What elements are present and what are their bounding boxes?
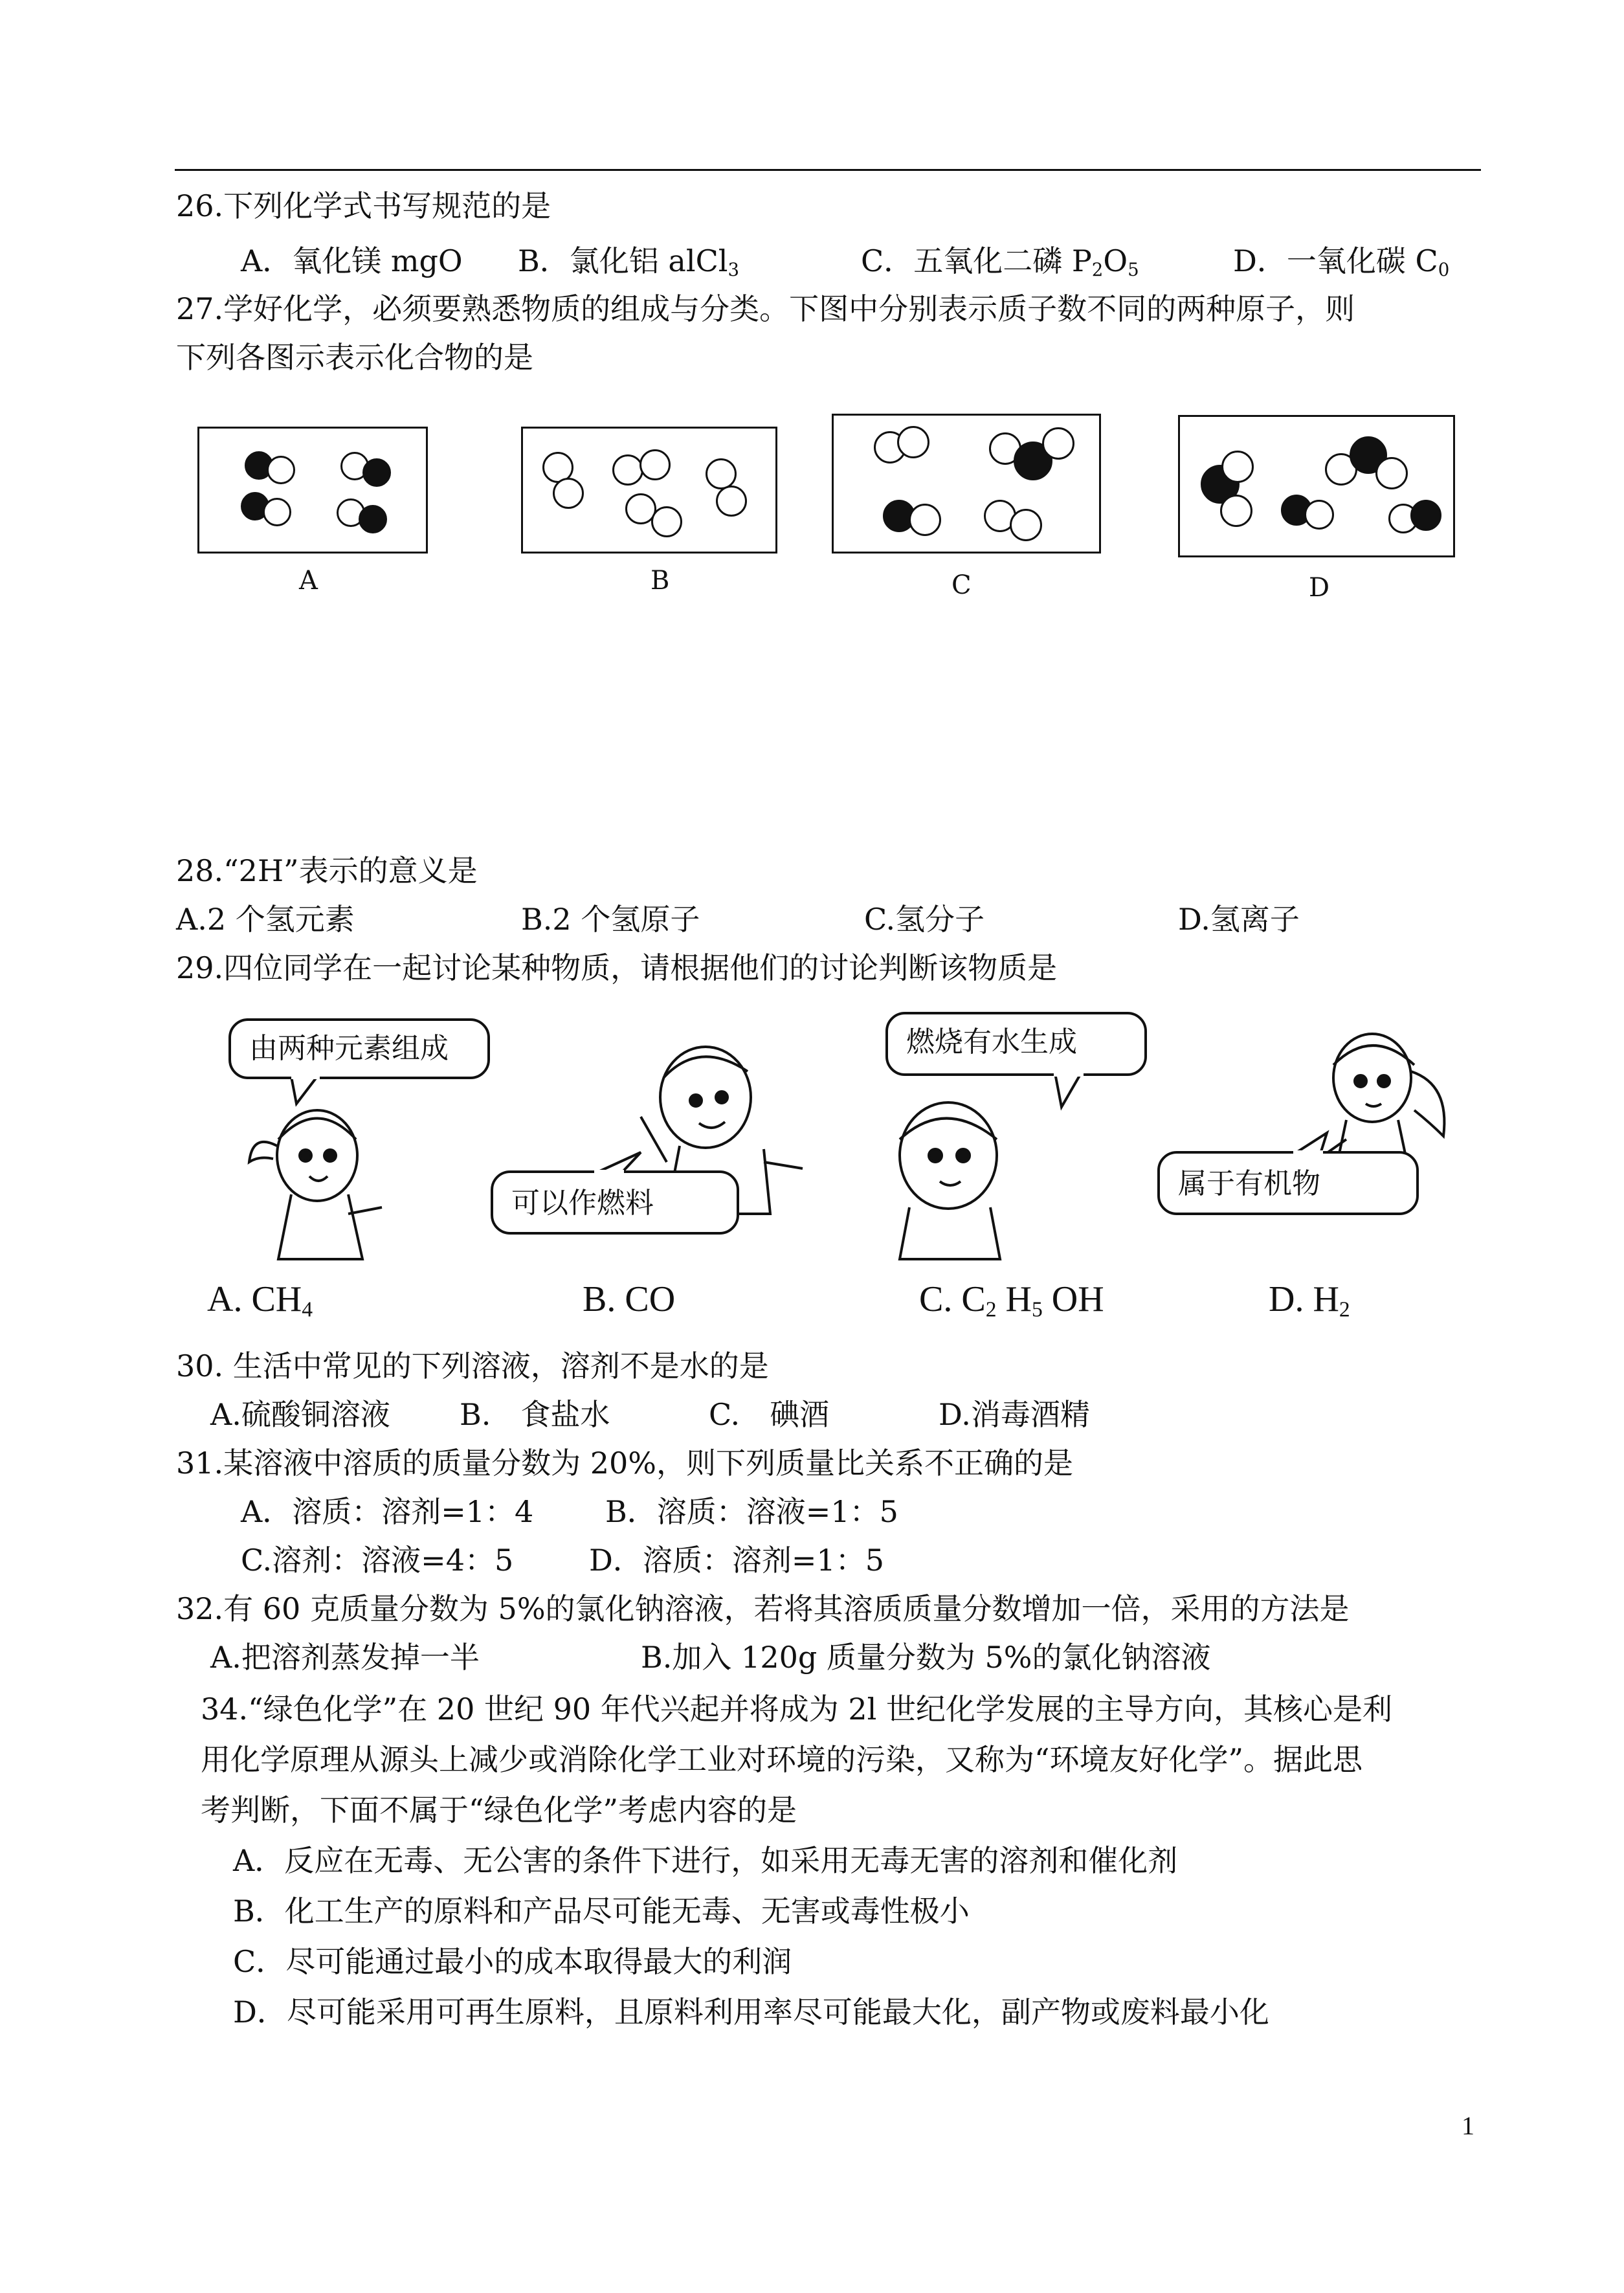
atom-white <box>1221 451 1254 483</box>
q26-option-a: A．氧化镁 mgO <box>241 243 463 278</box>
atom-white <box>612 454 643 486</box>
q29-option-b: B. CO <box>583 1279 676 1319</box>
q29-option-c: C. $C_2$ $H_5$ OH <box>919 1279 1104 1322</box>
atom-white <box>897 426 929 458</box>
q31-option-a: A．溶质：溶剂=1：4 <box>241 1494 534 1529</box>
q26-option-c: C．五氧化二磷 $P_2O_5$ <box>861 243 1139 280</box>
q28-option-c: C.氢分子 <box>864 902 985 937</box>
atom-white <box>553 478 584 509</box>
q26-stem: 26.下列化学式书写规范的是 <box>176 188 551 223</box>
q30-option-d: D.消毒酒精 <box>939 1397 1090 1432</box>
bubble-4-text: 属于有机物 <box>1178 1167 1320 1200</box>
q27-stem-line2: 下列各图示表示化合物的是 <box>176 340 533 375</box>
q27-diagram-b <box>521 427 777 554</box>
atom-white <box>909 504 941 536</box>
q29-option-d: D. $H_2$ <box>1269 1279 1350 1322</box>
q28-option-b: B.2 个氢原子 <box>521 902 700 937</box>
bubble-3-text: 燃烧有水生成 <box>906 1025 1077 1058</box>
q26-option-b: B．氯化铝 alCl$_3$ <box>518 243 740 280</box>
q34-option-d: D．尽可能采用可再生原料，且原料利用率尽可能最大化，副产物或废料最小化 <box>233 1995 1269 2030</box>
atom-white <box>1010 509 1042 541</box>
atom-black <box>359 505 387 533</box>
q32-stem: 32.有 60 克质量分数为 5%的氯化钠溶液，若将其溶质质量分数增加一倍，采用的方法是 <box>176 1591 1350 1626</box>
q31-option-c: C.溶剂：溶液=4：5 <box>241 1543 514 1578</box>
atom-white <box>263 498 291 526</box>
girl-1-figure <box>249 1110 382 1259</box>
q32-option-b: B.加入 120g 质量分数为 5%的氯化钠溶液 <box>641 1640 1211 1675</box>
q27-diagram-d <box>1178 415 1455 557</box>
atom-white <box>1304 500 1334 530</box>
q27-label-b: B <box>651 566 670 596</box>
q29-stem: 29.四位同学在一起讨论某种物质，请根据他们的讨论判断该物质是 <box>176 950 1058 985</box>
q28-stem: 28.“2H”表示的意义是 <box>176 853 478 888</box>
q26-option-d: D．一氧化碳 $C_0$ <box>1233 243 1450 280</box>
q34-stem-line3: 考判断，下面不属于“绿色化学”考虑内容的是 <box>201 1793 797 1828</box>
q29-option-a: A. $CH_4$ <box>207 1279 313 1322</box>
q34-option-b: B．化工生产的原料和产品尽可能无毒、无害或毒性极小 <box>233 1894 970 1929</box>
q27-stem-line1: 27.学好化学，必须要熟悉物质的组成与分类。下图中分别表示质子数不同的两种原子，则 <box>176 291 1355 326</box>
q34-option-a: A．反应在无毒、无公害的条件下进行，如采用无毒无害的溶剂和催化剂 <box>233 1843 1178 1878</box>
header-rule <box>175 169 1481 171</box>
atom-white <box>1220 495 1252 527</box>
q27-diagram-c <box>832 414 1101 554</box>
atom-black <box>1410 500 1441 531</box>
atom-white <box>640 449 671 480</box>
atom-white <box>1375 457 1408 489</box>
bubble-2-text: 可以作燃料 <box>511 1187 654 1220</box>
q28-option-a: A.2 个氢元素 <box>176 902 355 937</box>
q27-diagram-a <box>197 427 428 554</box>
atom-white <box>267 456 295 484</box>
boy-2-figure <box>900 1102 1000 1259</box>
page-number: 1 <box>1462 2111 1474 2140</box>
atom-white <box>716 486 747 517</box>
q30-option-b: B. 食盐水 <box>460 1397 610 1432</box>
q30-stem: 30. 生活中常见的下列溶液，溶剂不是水的是 <box>176 1348 769 1383</box>
q31-stem: 31.某溶液中溶质的质量分数为 20%，则下列质量比关系不正确的是 <box>176 1446 1074 1481</box>
q28-option-d: D.氢离子 <box>1178 902 1300 937</box>
atom-black <box>362 458 391 487</box>
q34-stem-line1: 34.“绿色化学”在 20 世纪 90 年代兴起并将成为 2l 世纪化学发展的主导方向，其核心是利 <box>201 1692 1392 1727</box>
q27-label-c: C <box>951 570 972 600</box>
q27-label-d: D <box>1309 573 1330 603</box>
q30-option-c: C. 碘酒 <box>709 1397 830 1432</box>
atom-white <box>1042 427 1074 460</box>
q27-label-a: A <box>299 566 318 596</box>
q30-option-a: A.硫酸铜溶液 <box>210 1397 390 1432</box>
q32-option-a: A.把溶剂蒸发掉一半 <box>210 1640 480 1675</box>
q34-option-c: C．尽可能通过最小的成本取得最大的利润 <box>233 1944 792 1979</box>
q31-option-b: B．溶质：溶液=1：5 <box>605 1494 898 1529</box>
q34-stem-line2: 用化学原理从源头上减少或消除化学工业对环境的污染，又称为“环境友好化学”。据此思 <box>201 1742 1363 1777</box>
atom-white <box>706 458 737 489</box>
atom-white <box>651 506 682 537</box>
q31-option-d: D．溶质：溶剂=1：5 <box>589 1543 884 1578</box>
bubble-1-text: 由两种元素组成 <box>249 1032 449 1065</box>
